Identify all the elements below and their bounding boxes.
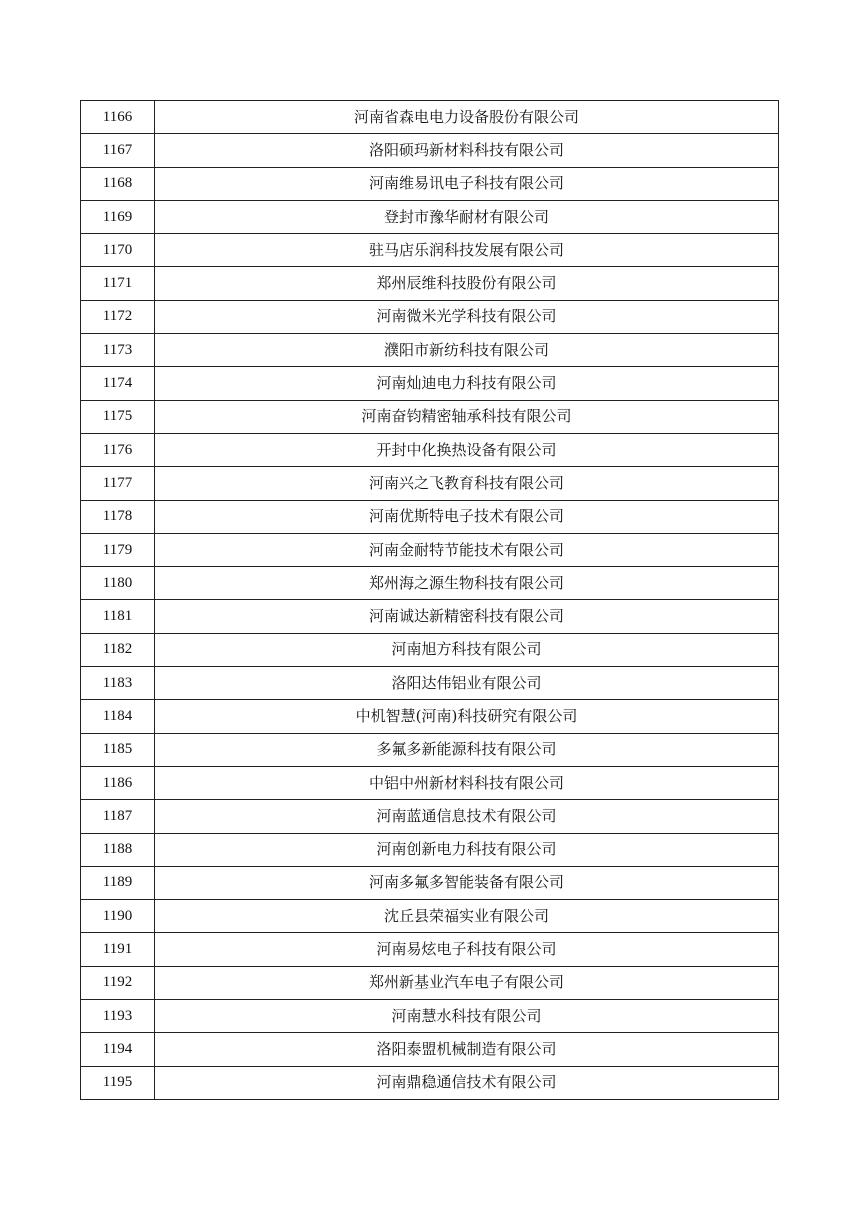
- table-row: [81, 300, 779, 333]
- company-name: 河南金耐特节能技术有限公司: [155, 533, 779, 566]
- table-row: [81, 400, 779, 433]
- table-row: [81, 667, 779, 700]
- table-row: [81, 367, 779, 400]
- company-name: 河南微米光学科技有限公司: [155, 300, 779, 333]
- company-name: 郑州辰维科技股份有限公司: [155, 267, 779, 300]
- company-name: 驻马店乐润科技发展有限公司: [155, 234, 779, 267]
- table-row: [81, 200, 779, 233]
- row-number: 1169: [81, 200, 155, 233]
- company-name: 河南创新电力科技有限公司: [155, 833, 779, 866]
- table-row: [81, 900, 779, 933]
- table-row: [81, 101, 779, 134]
- row-number: 1173: [81, 334, 155, 367]
- row-number: 1181: [81, 600, 155, 633]
- row-number: 1190: [81, 900, 155, 933]
- company-name: 河南多氟多智能装备有限公司: [155, 866, 779, 899]
- row-number: 1174: [81, 367, 155, 400]
- company-name: 濮阳市新纺科技有限公司: [155, 334, 779, 367]
- company-name: 登封市豫华耐材有限公司: [155, 200, 779, 233]
- row-number: 1194: [81, 1033, 155, 1066]
- table-row: [81, 134, 779, 167]
- table-row: [81, 833, 779, 866]
- row-number: 1193: [81, 1000, 155, 1033]
- table-row: [81, 866, 779, 899]
- table-row: [81, 1033, 779, 1066]
- row-number: 1166: [81, 101, 155, 134]
- table-row: [81, 700, 779, 733]
- table-row: [81, 800, 779, 833]
- table-row: [81, 933, 779, 966]
- row-number: 1177: [81, 467, 155, 500]
- row-number: 1191: [81, 933, 155, 966]
- company-name: 河南旭方科技有限公司: [155, 633, 779, 666]
- company-name: 河南诚达新精密科技有限公司: [155, 600, 779, 633]
- table-row: [81, 533, 779, 566]
- company-name: 河南兴之飞教育科技有限公司: [155, 467, 779, 500]
- row-number: 1188: [81, 833, 155, 866]
- row-number: 1183: [81, 667, 155, 700]
- row-number: 1180: [81, 567, 155, 600]
- row-number: 1178: [81, 500, 155, 533]
- company-name: 河南蓝通信息技术有限公司: [155, 800, 779, 833]
- table-row: [81, 167, 779, 200]
- company-name: 河南灿迪电力科技有限公司: [155, 367, 779, 400]
- row-number: 1179: [81, 533, 155, 566]
- table-row: [81, 467, 779, 500]
- row-number: 1184: [81, 700, 155, 733]
- company-name: 河南奋钧精密轴承科技有限公司: [155, 400, 779, 433]
- company-name: 郑州新基业汽车电子有限公司: [155, 966, 779, 999]
- table-row: [81, 633, 779, 666]
- row-number: 1195: [81, 1066, 155, 1099]
- table-row: [81, 1000, 779, 1033]
- company-table-body: [81, 101, 779, 1100]
- row-number: 1182: [81, 633, 155, 666]
- row-number: 1192: [81, 966, 155, 999]
- table-row: [81, 966, 779, 999]
- table-row: [81, 1066, 779, 1099]
- company-name: 河南优斯特电子技术有限公司: [155, 500, 779, 533]
- table-row: [81, 733, 779, 766]
- row-number: 1175: [81, 400, 155, 433]
- company-table: [80, 100, 779, 1100]
- table-row: [81, 234, 779, 267]
- table-row: [81, 766, 779, 799]
- row-number: 1176: [81, 433, 155, 466]
- row-number: 1167: [81, 134, 155, 167]
- row-number: 1185: [81, 733, 155, 766]
- company-name: 郑州海之源生物科技有限公司: [155, 567, 779, 600]
- row-number: 1171: [81, 267, 155, 300]
- company-name: 开封中化换热设备有限公司: [155, 433, 779, 466]
- company-name: 河南鼎稳通信技术有限公司: [155, 1066, 779, 1099]
- row-number: 1168: [81, 167, 155, 200]
- company-name: 洛阳硕玛新材料科技有限公司: [155, 134, 779, 167]
- row-number: 1186: [81, 766, 155, 799]
- company-name: 洛阳达伟铝业有限公司: [155, 667, 779, 700]
- company-name: 河南慧水科技有限公司: [155, 1000, 779, 1033]
- table-row: [81, 267, 779, 300]
- row-number: 1187: [81, 800, 155, 833]
- table-row: [81, 500, 779, 533]
- company-name: 河南省森电电力设备股份有限公司: [155, 101, 779, 134]
- company-name: 河南维易讯电子科技有限公司: [155, 167, 779, 200]
- row-number: 1172: [81, 300, 155, 333]
- row-number: 1170: [81, 234, 155, 267]
- row-number: 1189: [81, 866, 155, 899]
- company-name: 洛阳泰盟机械制造有限公司: [155, 1033, 779, 1066]
- table-row: [81, 334, 779, 367]
- company-name: 河南易炫电子科技有限公司: [155, 933, 779, 966]
- company-name: 沈丘县荣福实业有限公司: [155, 900, 779, 933]
- company-name: 多氟多新能源科技有限公司: [155, 733, 779, 766]
- table-row: [81, 567, 779, 600]
- table-row: [81, 433, 779, 466]
- table-row: [81, 600, 779, 633]
- company-name: 中铝中州新材料科技有限公司: [155, 766, 779, 799]
- company-name: 中机智慧(河南)科技研究有限公司: [155, 700, 779, 733]
